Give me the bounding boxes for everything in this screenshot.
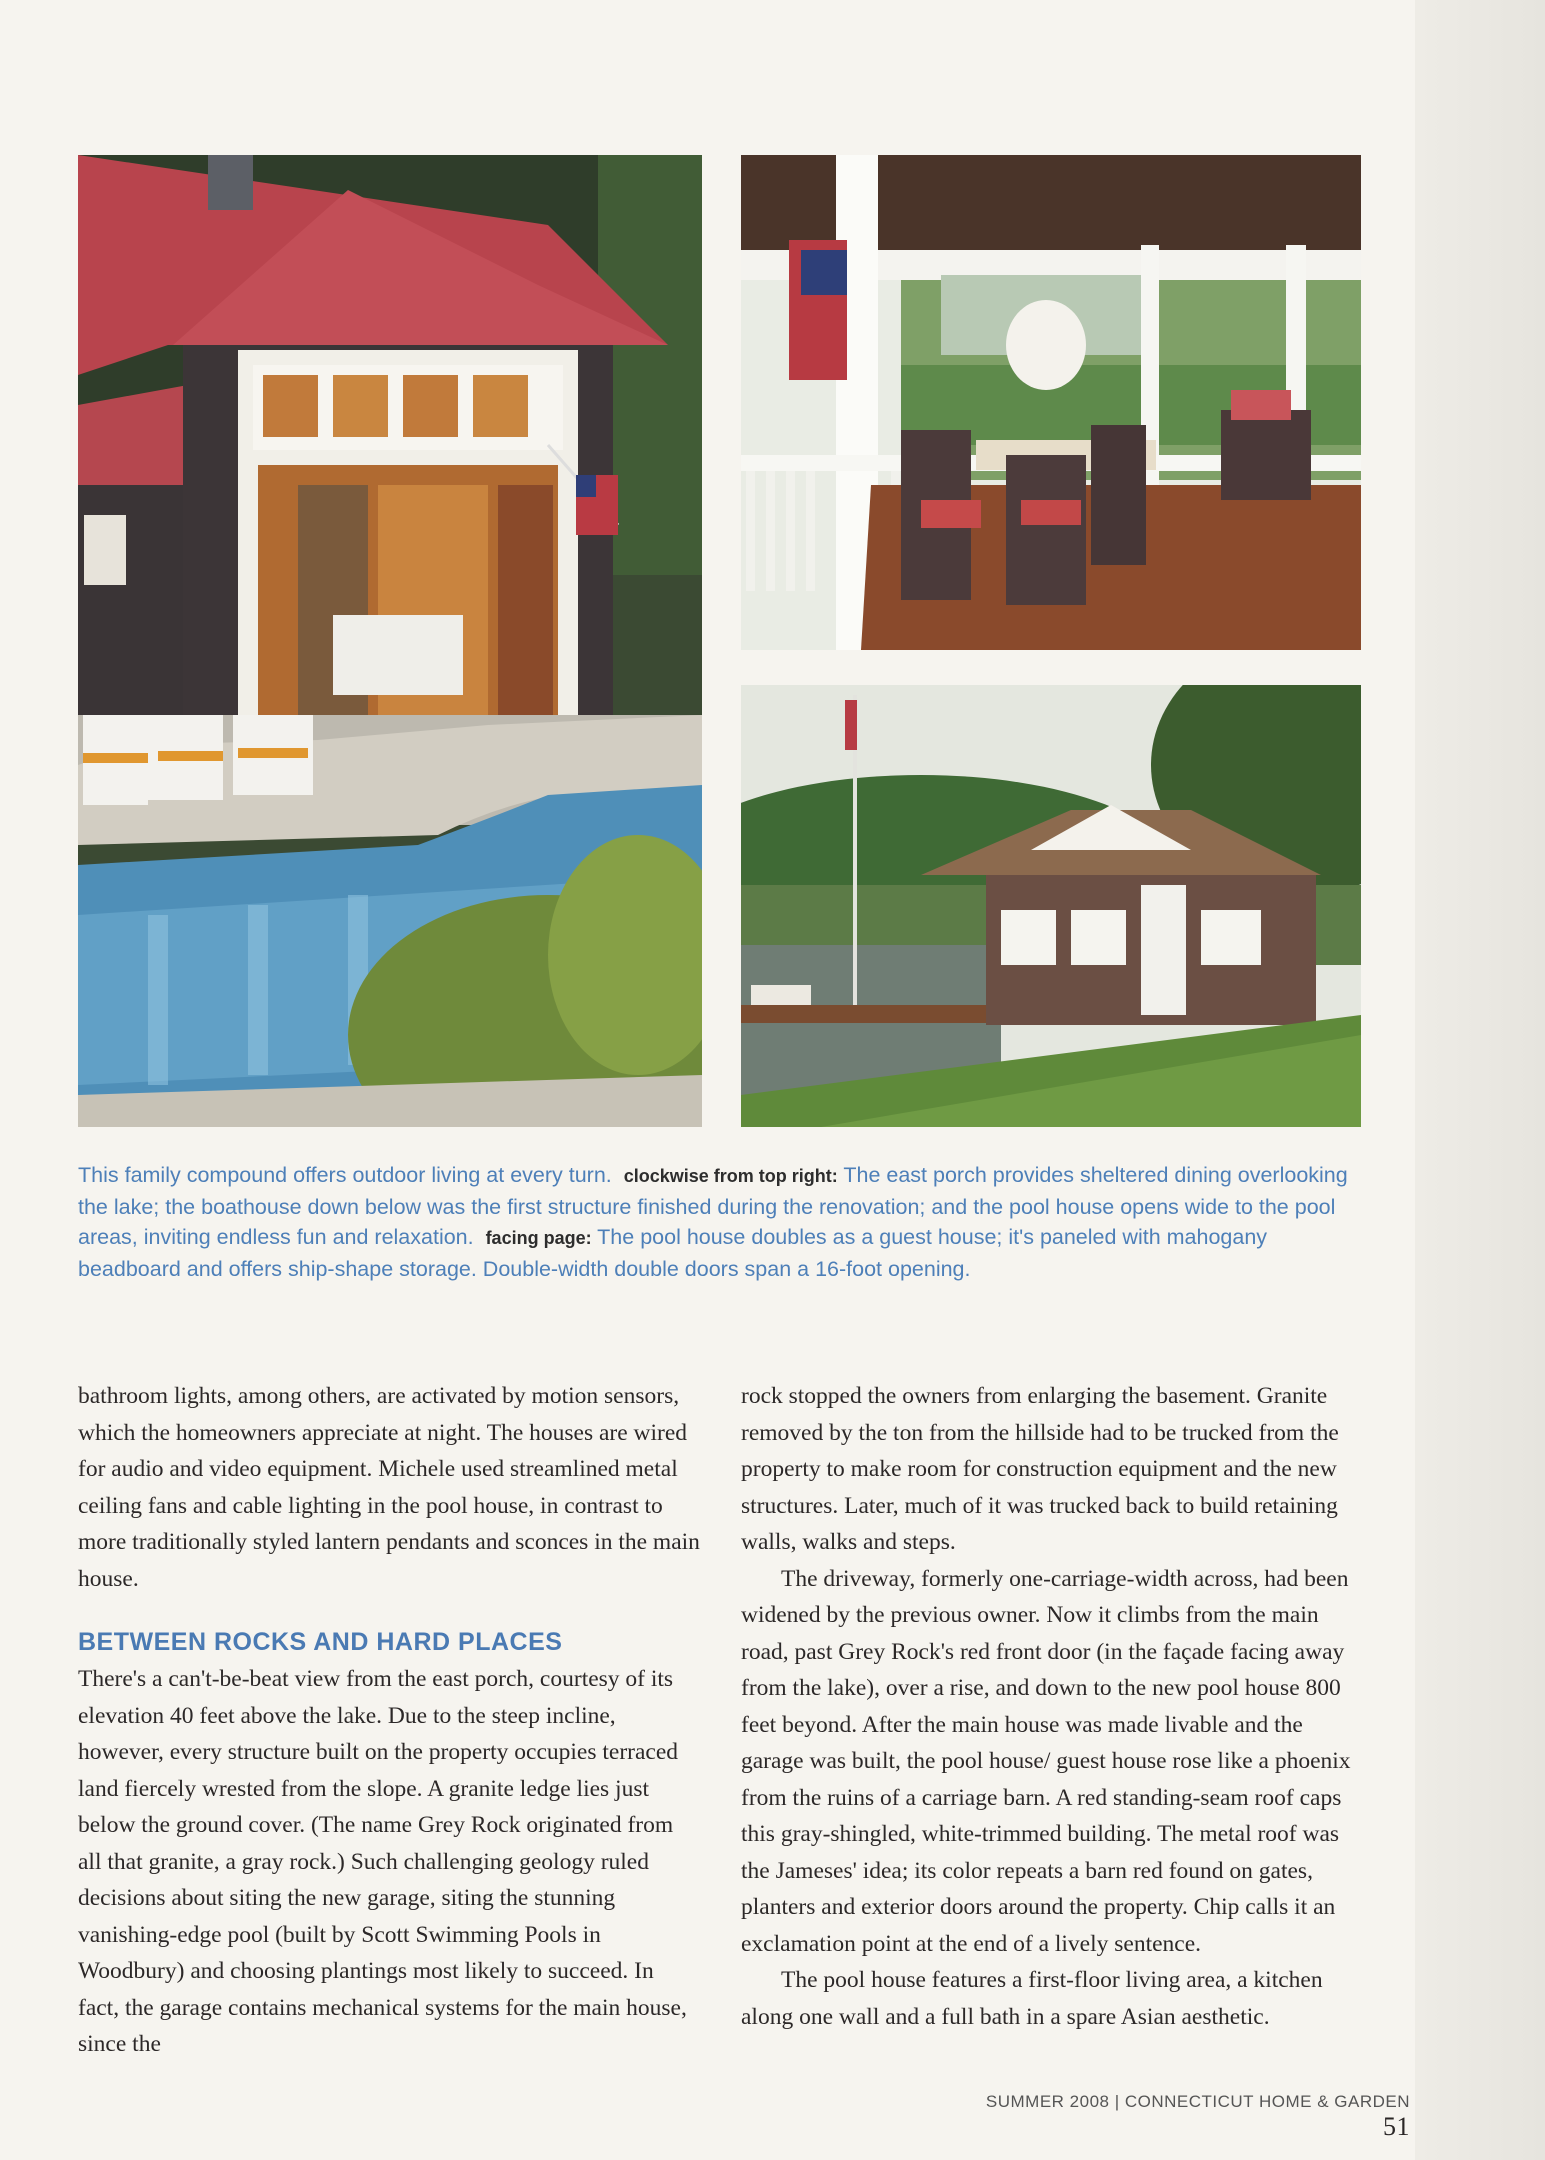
- article-paragraph: The pool house features a first-floor living area, a kitchen along one wall and a full bath in a spare Asian aesthetic.: [741, 1967, 1323, 2030]
- boathouse-photo: [741, 685, 1361, 1127]
- issue-label: SUMMER 2008 | CONNECTICUT HOME & GARDEN: [985, 2092, 1410, 2111]
- caption-label-clockwise: clockwise from top right:: [623, 1166, 838, 1186]
- article-paragraph: There's a can't-be-beat view from the east porch, courtesy of its elevation 40 feet above the lake. Due to the steep incline, however, every structure built on the property occupies terraced land fiercely wrested from the slope. A granite ledge lies just below the ground cover. (The name Grey Rock originated from all that granite, a gray rock.) Such challenging geology ruled decisions about siting the new garage, siting the stunning vanishing-edge pool (built by Scott Swimming Pools in Woodbury) and choosing plantings most likely to succeed. In fact, the garage contains mechanical systems for the main house, since the: [78, 1666, 687, 2057]
- article-paragraph: rock stopped the owners from enlarging the basement. Granite removed by the ton from the hillside had to be trucked from the property to make room for construction equipment and the new structures. Later, much of it was trucked back to build retaining walls, walks and steps.: [741, 1383, 1339, 1555]
- article-paragraph: The driveway, formerly one-carriage-width across, had been widened by the previous owner. Now it climbs from the main road, past Grey Rock's red front door (in the façade facing away from the lake), over a rise, and down to the new pool house 800 feet beyond. After the main house was made livable and the garage was built, the pool house/ guest house rose like a phoenix from the ruins of a carriage barn. A red standing-seam roof caps this gray-shingled, white-trimmed building. The metal roof was the Jameses' idea; its color repeats a barn red found on gates, planters and exterior doors around the property. Chip calls it an exclamation point at the end of a lively sentence.: [741, 1565, 1351, 1957]
- article-column-right: [741, 1378, 1363, 2035]
- article-column-left: [78, 1378, 700, 2063]
- page-footer: [960, 2092, 1410, 2142]
- page-number: 51: [1383, 2112, 1410, 2141]
- page-edge: [1415, 0, 1545, 2160]
- caption-intro: This family compound offers outdoor living at every turn.: [78, 1163, 612, 1187]
- pool-house-photo: [78, 155, 702, 1127]
- east-porch-photo: [741, 155, 1361, 650]
- caption-text-2: The pool house doubles as a guest house; it's paneled with mahogany beadboard and offers ship-shape storage. Double-width double doors span a 16-foot opening.: [78, 1225, 1268, 1281]
- section-heading: BETWEEN ROCKS AND HARD PLACES: [78, 1628, 563, 1656]
- caption-text-1: The east porch provides sheltered dining overlooking the lake; the boathouse down below was the first structure finished during the renovation; and the pool house opens wide to the pool areas, inviting endless fun and relaxation.: [78, 1163, 1348, 1249]
- article-paragraph: bathroom lights, among others, are activated by motion sensors, which the homeowners appreciate at night. The houses are wired for audio and video equipment. Michele used streamlined metal ceiling fans and cable lighting in the pool house, in contrast to more traditionally styled lantern pendants and sconces in the main house.: [78, 1383, 700, 1592]
- caption-label-facing-page: facing page:: [485, 1228, 592, 1248]
- photo-caption: [78, 1160, 1368, 1284]
